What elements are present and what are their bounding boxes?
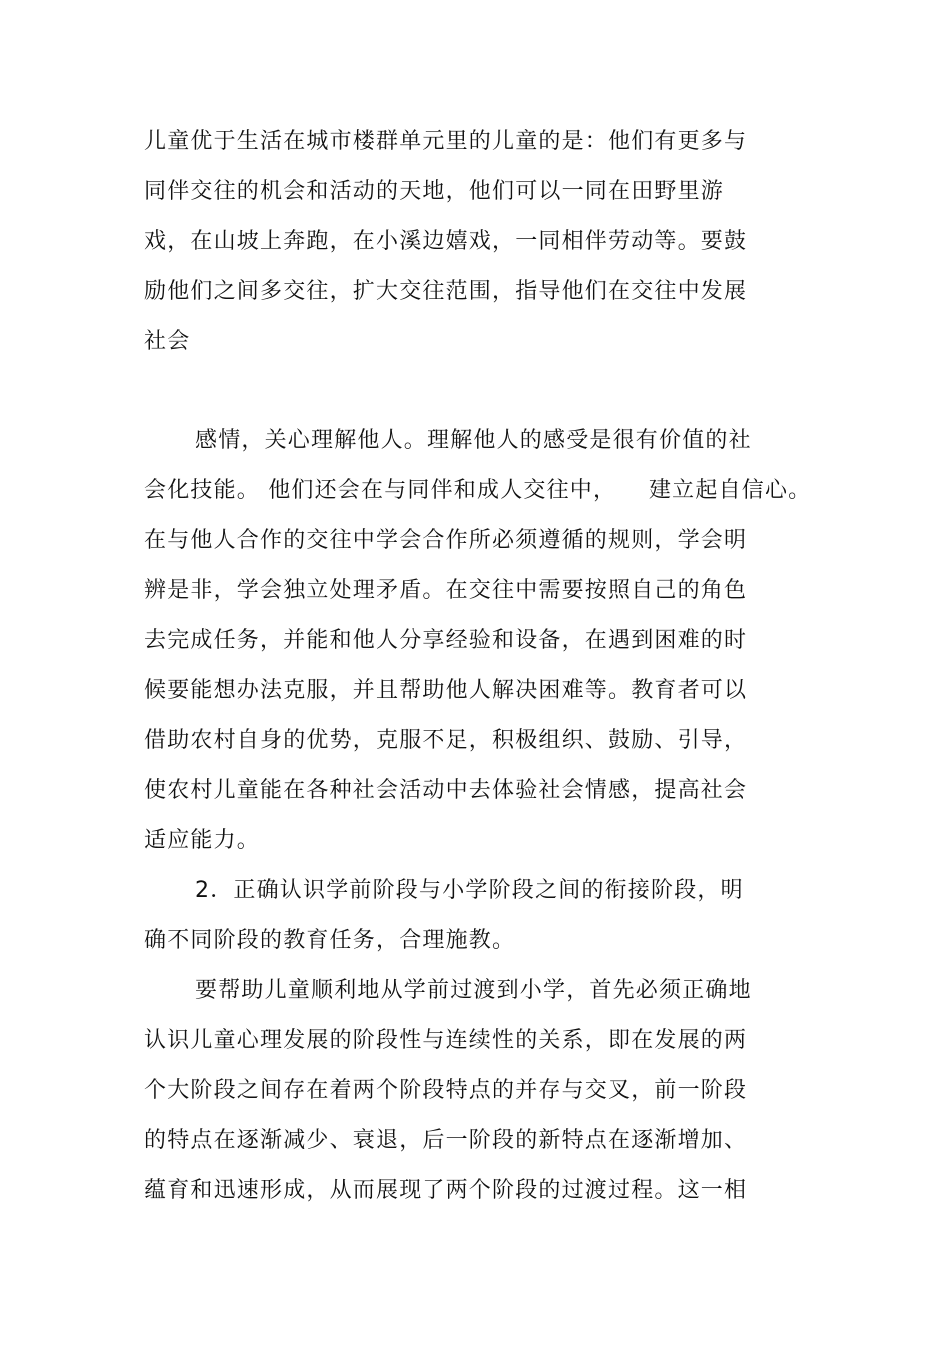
text-line: 戏，在山坡上奔跑，在小溪边嬉戏，一同相伴劳动等。要鼓 (144, 229, 748, 254)
text-line: 同伴交往的机会和活动的天地，他们可以一同在田野里游 (144, 179, 725, 204)
text-line: 社会 (144, 329, 191, 354)
text-line: 辨是非，学会独立处理矛盾。在交往中需要按照自己的角色 (144, 578, 748, 603)
text-line: 感情，关心理解他人。理解他人的感受是很有价值的社 (195, 428, 752, 453)
text-line: 适应能力。 (144, 828, 261, 853)
section-heading-line: 2．正确认识学前阶段与小学阶段之间的衔接阶段，明 (195, 878, 744, 903)
text-line: 会化技能。 他们还会在与同伴和成人交往中， 建立起自信心。 (144, 478, 812, 503)
text-line: 个大阶段之间存在着两个阶段特点的并存与交叉，前一阶段 (144, 1078, 748, 1103)
section-heading-line: 确不同阶段的教育任务，合理施教。 (144, 928, 516, 953)
text-line: 去完成任务，并能和他人分享经验和设备，在遇到困难的时 (144, 628, 748, 653)
text-line: 候要能想办法克服，并且帮助他人解决困难等。教育者可以 (144, 678, 748, 703)
text-line: 蕴育和迅速形成，从而展现了两个阶段的过渡过程。这一相 (144, 1178, 748, 1203)
text-line: 在与他人合作的交往中学会合作所必须遵循的规则，学会明 (144, 528, 748, 553)
text-line: 借助农村自身的优势，克服不足，积极组织、鼓励、引导， (144, 728, 748, 753)
text-line: 认识儿童心理发展的阶段性与连续性的关系，即在发展的两 (144, 1028, 748, 1053)
text-line: 的特点在逐渐减少、衰退，后一阶段的新特点在逐渐增加、 (144, 1128, 748, 1153)
text-line: 儿童优于生活在城市楼群单元里的儿童的是：他们有更多与 (144, 129, 748, 154)
text-line: 励他们之间多交往，扩大交往范围，指导他们在交往中发展 (144, 279, 748, 304)
text-line: 要帮助儿童顺利地从学前过渡到小学，首先必须正确地 (195, 978, 752, 1003)
text-line: 使农村儿童能在各种社会活动中去体验社会情感，提高社会 (144, 778, 748, 803)
